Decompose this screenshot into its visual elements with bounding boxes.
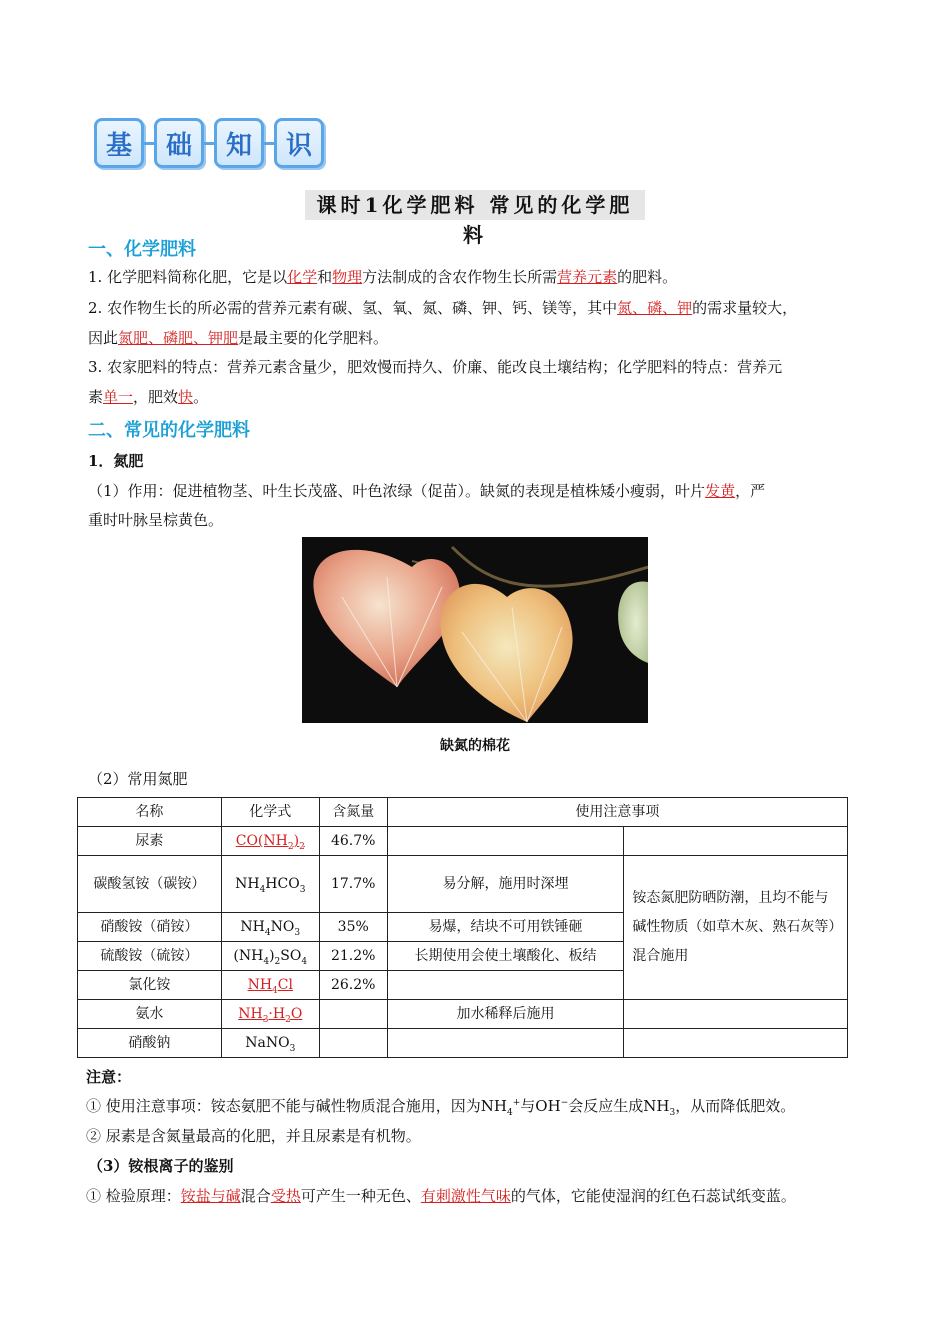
header-cell: 化学式 [221,798,319,827]
cell-formula: $NH_3\cdot H_2O$ [221,1000,319,1029]
cell-note: 加水稀释后施用 [387,1000,624,1029]
cell-name: 硝酸铵（硝铵） [78,913,222,942]
cotton-leaf-photo [302,537,648,723]
section-heading-2: 二、常见的化学肥料 [88,420,250,441]
cell-pct: 17.7% [319,856,387,913]
badge-char: 知 [214,118,264,168]
cell-formula: $CO(NH_2)_2$ [221,827,319,856]
nitrogen-fertilizer-table [77,797,848,1058]
cell-formula: $NH_4HCO_3$ [221,856,319,913]
cell-name: 氨水 [78,1000,222,1029]
table-row [78,1000,848,1029]
cell-note [387,1029,624,1058]
table-row [78,856,848,913]
header-cell: 含氮量 [319,798,387,827]
cell-pct: 26.2% [319,971,387,1000]
paragraph-2: 2. 农作物生长的所必需的营养元素有碳、氢、氧、氮、磷、钾、钙、镁等，其中氮、磷、钾的需求量较大， [88,299,798,317]
table-row [78,1029,848,1058]
paragraph-3-cont: 素单一，肥效快。 [88,388,209,406]
cell-formula: $(NH_4)_2SO_4$ [221,942,319,971]
cell-name: 硝酸钠 [78,1029,222,1058]
cell-pct: 21.2% [319,942,387,971]
cell-formula: NaNO$_3$ [221,1029,319,1058]
cell-note: 长期使用会使土壤酸化、板结 [387,942,624,971]
cell-name: 硫酸铵（硫铵） [78,942,222,971]
paragraph-1: 1. 化学肥料简称化肥，它是以化学和物理方法制成的含农作物生长所需营养元素的肥料。 [88,268,678,286]
note-heading: 注意： [86,1068,132,1086]
cell-formula: $NH_4NO_3$ [221,913,319,942]
note-1: ① 使用注意事项：铵态氨肥不能与碱性物质混合施用，因为$NH_4^+$与OH−会反应生成$NH_3$，从而降低肥效。 [86,1097,796,1118]
header-cell: 名称 [78,798,222,827]
cell-pct: 46.7% [319,827,387,856]
cell-note [387,971,624,1000]
cell-empty [624,1000,848,1029]
cell-note [387,827,624,856]
subheading-nitrogen: 1．氮肥 [88,452,144,470]
cell-note: 易分解，施用时深埋 [387,856,624,913]
cell-pct [319,1029,387,1058]
merged-note-cell: 铵态氮肥防晒防潮，且均不能与碱性物质（如草木灰、熟石灰等）混合施用 [624,856,848,1000]
note-3: ① 检验原理：铵盐与碱混合受热可产生一种无色、有刺激性气味的气体，它能使湿润的红色石蕊试纸变蓝。 [86,1187,796,1205]
cell-pct: 35% [319,913,387,942]
section-heading-1: 一、化学肥料 [88,239,196,260]
section-badge [94,118,324,168]
page-title: 课时1化学肥料 常见的化学肥料 [305,190,645,220]
paragraph-4-cont: 重时叶脉呈棕黄色。 [88,511,224,529]
subheading-ammonium-test: （3）铵根离子的鉴别 [88,1157,234,1175]
badge-char: 识 [274,118,324,168]
cell-note: 易爆，结块不可用铁锤砸 [387,913,624,942]
badge-char: 础 [154,118,204,168]
cell-name: 尿素 [78,827,222,856]
badge-char: 基 [94,118,144,168]
note-2: ② 尿素是含氮量最高的化肥，并且尿素是有机物。 [86,1127,421,1145]
header-cell: 使用注意事项 [387,798,847,827]
paragraph-2-cont: 因此氮肥、磷肥、钾肥是最主要的化学肥料。 [88,329,389,347]
table-row [78,827,848,856]
cell-empty [624,1029,848,1058]
paragraph-4: （1）作用：促进植物茎、叶生长茂盛、叶色浓绿（促苗）。缺氮的表现是植株矮小瘦弱，叶片发黄，严 [88,482,766,500]
paragraph-3: 3. 农家肥料的特点：营养元素含量少，肥效慢而持久、价廉、能改良土壤结构；化学肥料的特点：营养元 [88,358,783,376]
photo-caption: 缺氮的棉花 [440,738,510,754]
cell-formula: $NH_4Cl$ [221,971,319,1000]
cell-name: 碳酸氢铵（碳铵） [78,856,222,913]
cell-pct [319,1000,387,1029]
paragraph-5: （2）常用氮肥 [88,770,188,788]
cell-empty [624,827,848,856]
table-header-row [78,798,848,827]
cell-name: 氯化铵 [78,971,222,1000]
